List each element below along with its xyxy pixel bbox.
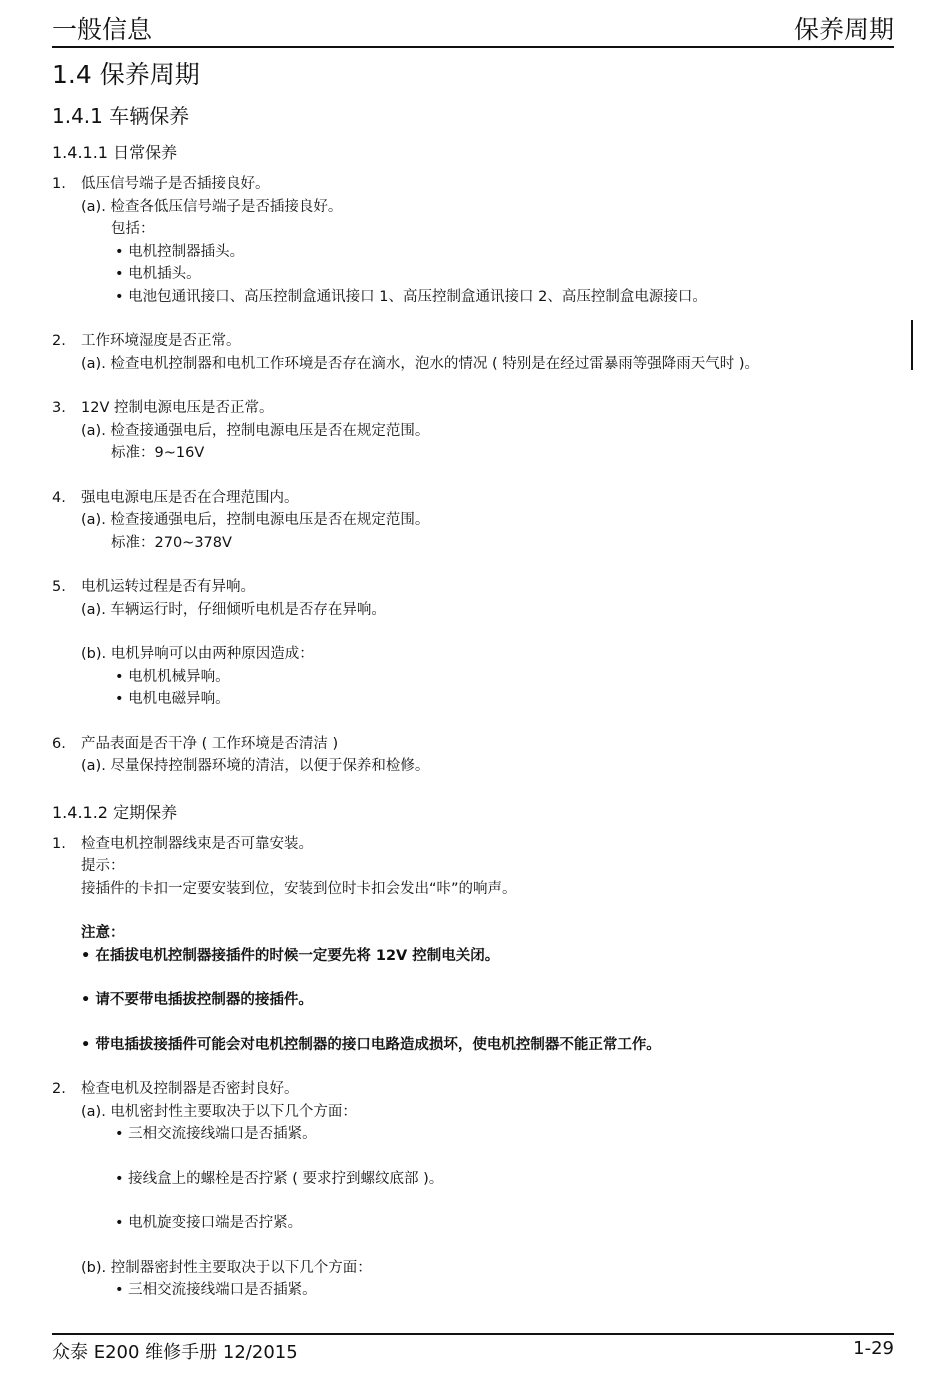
item-a: (a). 车辆运行时，仔细倾听电机是否存在异响。 [81,601,386,618]
subsection-title: 1.4.1 车辆保养 [52,104,190,128]
bullet: • 三相交流接线端口是否插紧。 [115,1126,317,1142]
item-a: (a). 尽量保持控制器环境的清洁，以便于保养和检修。 [81,758,430,774]
item-number: 6. [52,735,66,752]
include-label: 包括： [111,221,155,237]
page-footer [52,1333,894,1365]
daily-item-5 [52,576,897,711]
periodic-item-2 [52,1078,897,1302]
hint-text: 接插件的卡扣一定要安装到位，安装到位时卡扣会发出“咔”的响声。 [81,880,517,897]
item-text: 产品表面是否干净 ( 工作环境是否清洁 ) [81,735,339,752]
footer-manual-title: 众泰 E200 维修手册 12/2015 [52,1342,298,1363]
item-text: 12V 控制电源电压是否正常。 [81,400,274,416]
bullet: • 电机旋变接口端是否拧紧。 [115,1215,303,1231]
section-title: 1.4 保养周期 [52,60,200,89]
note-label: 注意： [81,925,125,941]
item-text: 工作环境湿度是否正常。 [81,333,241,349]
item-text: 检查电机及控制器是否密封良好。 [81,1081,299,1097]
bullet: • 接线盒上的螺栓是否拧紧 ( 要求拧到螺纹底部 )。 [115,1170,444,1187]
item-text: 低压信号端子是否插接良好。 [81,176,270,192]
item-a: (a). 检查电机控制器和电机工作环境是否存在滴水，泡水的情况 ( 特别是在经过雷暴雨等强降雨天气时 )。 [81,355,760,372]
item-text: 电机运转过程是否有异响。 [81,579,255,595]
item-b: (b). 电机异响可以由两种原因造成： [81,646,314,662]
bullet: • 三相交流接线端口是否插紧。 [115,1282,317,1298]
item-a: (a). 检查接通强电后，控制电源电压是否在规定范围。 [81,512,430,528]
daily-item-6 [52,733,897,778]
item-number: 1. [52,176,66,192]
warning: • 带电插拔接插件可能会对电机控制器的接口电路造成损坏，使电机控制器不能正常工作。 [81,1036,661,1053]
standard-value: 标准：270~378V [111,534,232,551]
bullet: • 电机电磁异响。 [115,691,230,707]
daily-item-2 [52,330,897,375]
standard-value: 标准：9~16V [111,445,205,461]
daily-item-4 [52,487,897,555]
item-number: 3. [52,400,66,416]
revision-bar [911,320,913,370]
bullet: • 电机控制器插头。 [115,243,245,260]
page-content [52,50,897,1324]
item-a: (a). 检查各低压信号端子是否插接良好。 [81,198,343,215]
bullet: • 电池包通讯接口、高压控制盒通讯接口 1、高压控制盒通讯接口 2、高压控制盒电源接口。 [115,288,707,305]
daily-maintenance-heading: 1.4.1.1 日常保养 [52,143,178,162]
item-a: (a). 检查接通强电后，控制电源电压是否在规定范围。 [81,422,430,439]
item-text: 强电电源电压是否在合理范围内。 [81,489,299,506]
periodic-maintenance-heading: 1.4.1.2 定期保养 [52,802,178,822]
page-number: 1-29 [853,1338,894,1359]
warning: • 请不要带电插拔控制器的接插件。 [81,992,313,1008]
bullet: • 电机机械异响。 [115,668,230,685]
warning: • 在插拔电机控制器接插件的时候一定要先将 12V 控制电关闭。 [81,947,500,964]
daily-item-1 [52,173,897,308]
header-topic: 保养周期 [793,15,894,44]
periodic-item-1 [52,833,897,1057]
item-number: 1. [52,835,66,852]
daily-item-3 [52,397,897,465]
item-text: 检查电机控制器线束是否可靠安装。 [81,835,313,852]
item-number: 5. [52,579,66,595]
item-a: (a). 电机密封性主要取决于以下几个方面： [81,1103,357,1120]
header-chapter: 一般信息 [52,15,153,44]
item-number: 2. [52,1081,66,1097]
page-header [52,10,894,48]
bullet: • 电机插头。 [115,266,201,282]
item-b: (b). 控制器密封性主要取决于以下几个方面： [81,1259,372,1276]
hint-label: 提示： [81,858,125,874]
item-number: 2. [52,333,66,349]
item-number: 4. [52,489,66,506]
